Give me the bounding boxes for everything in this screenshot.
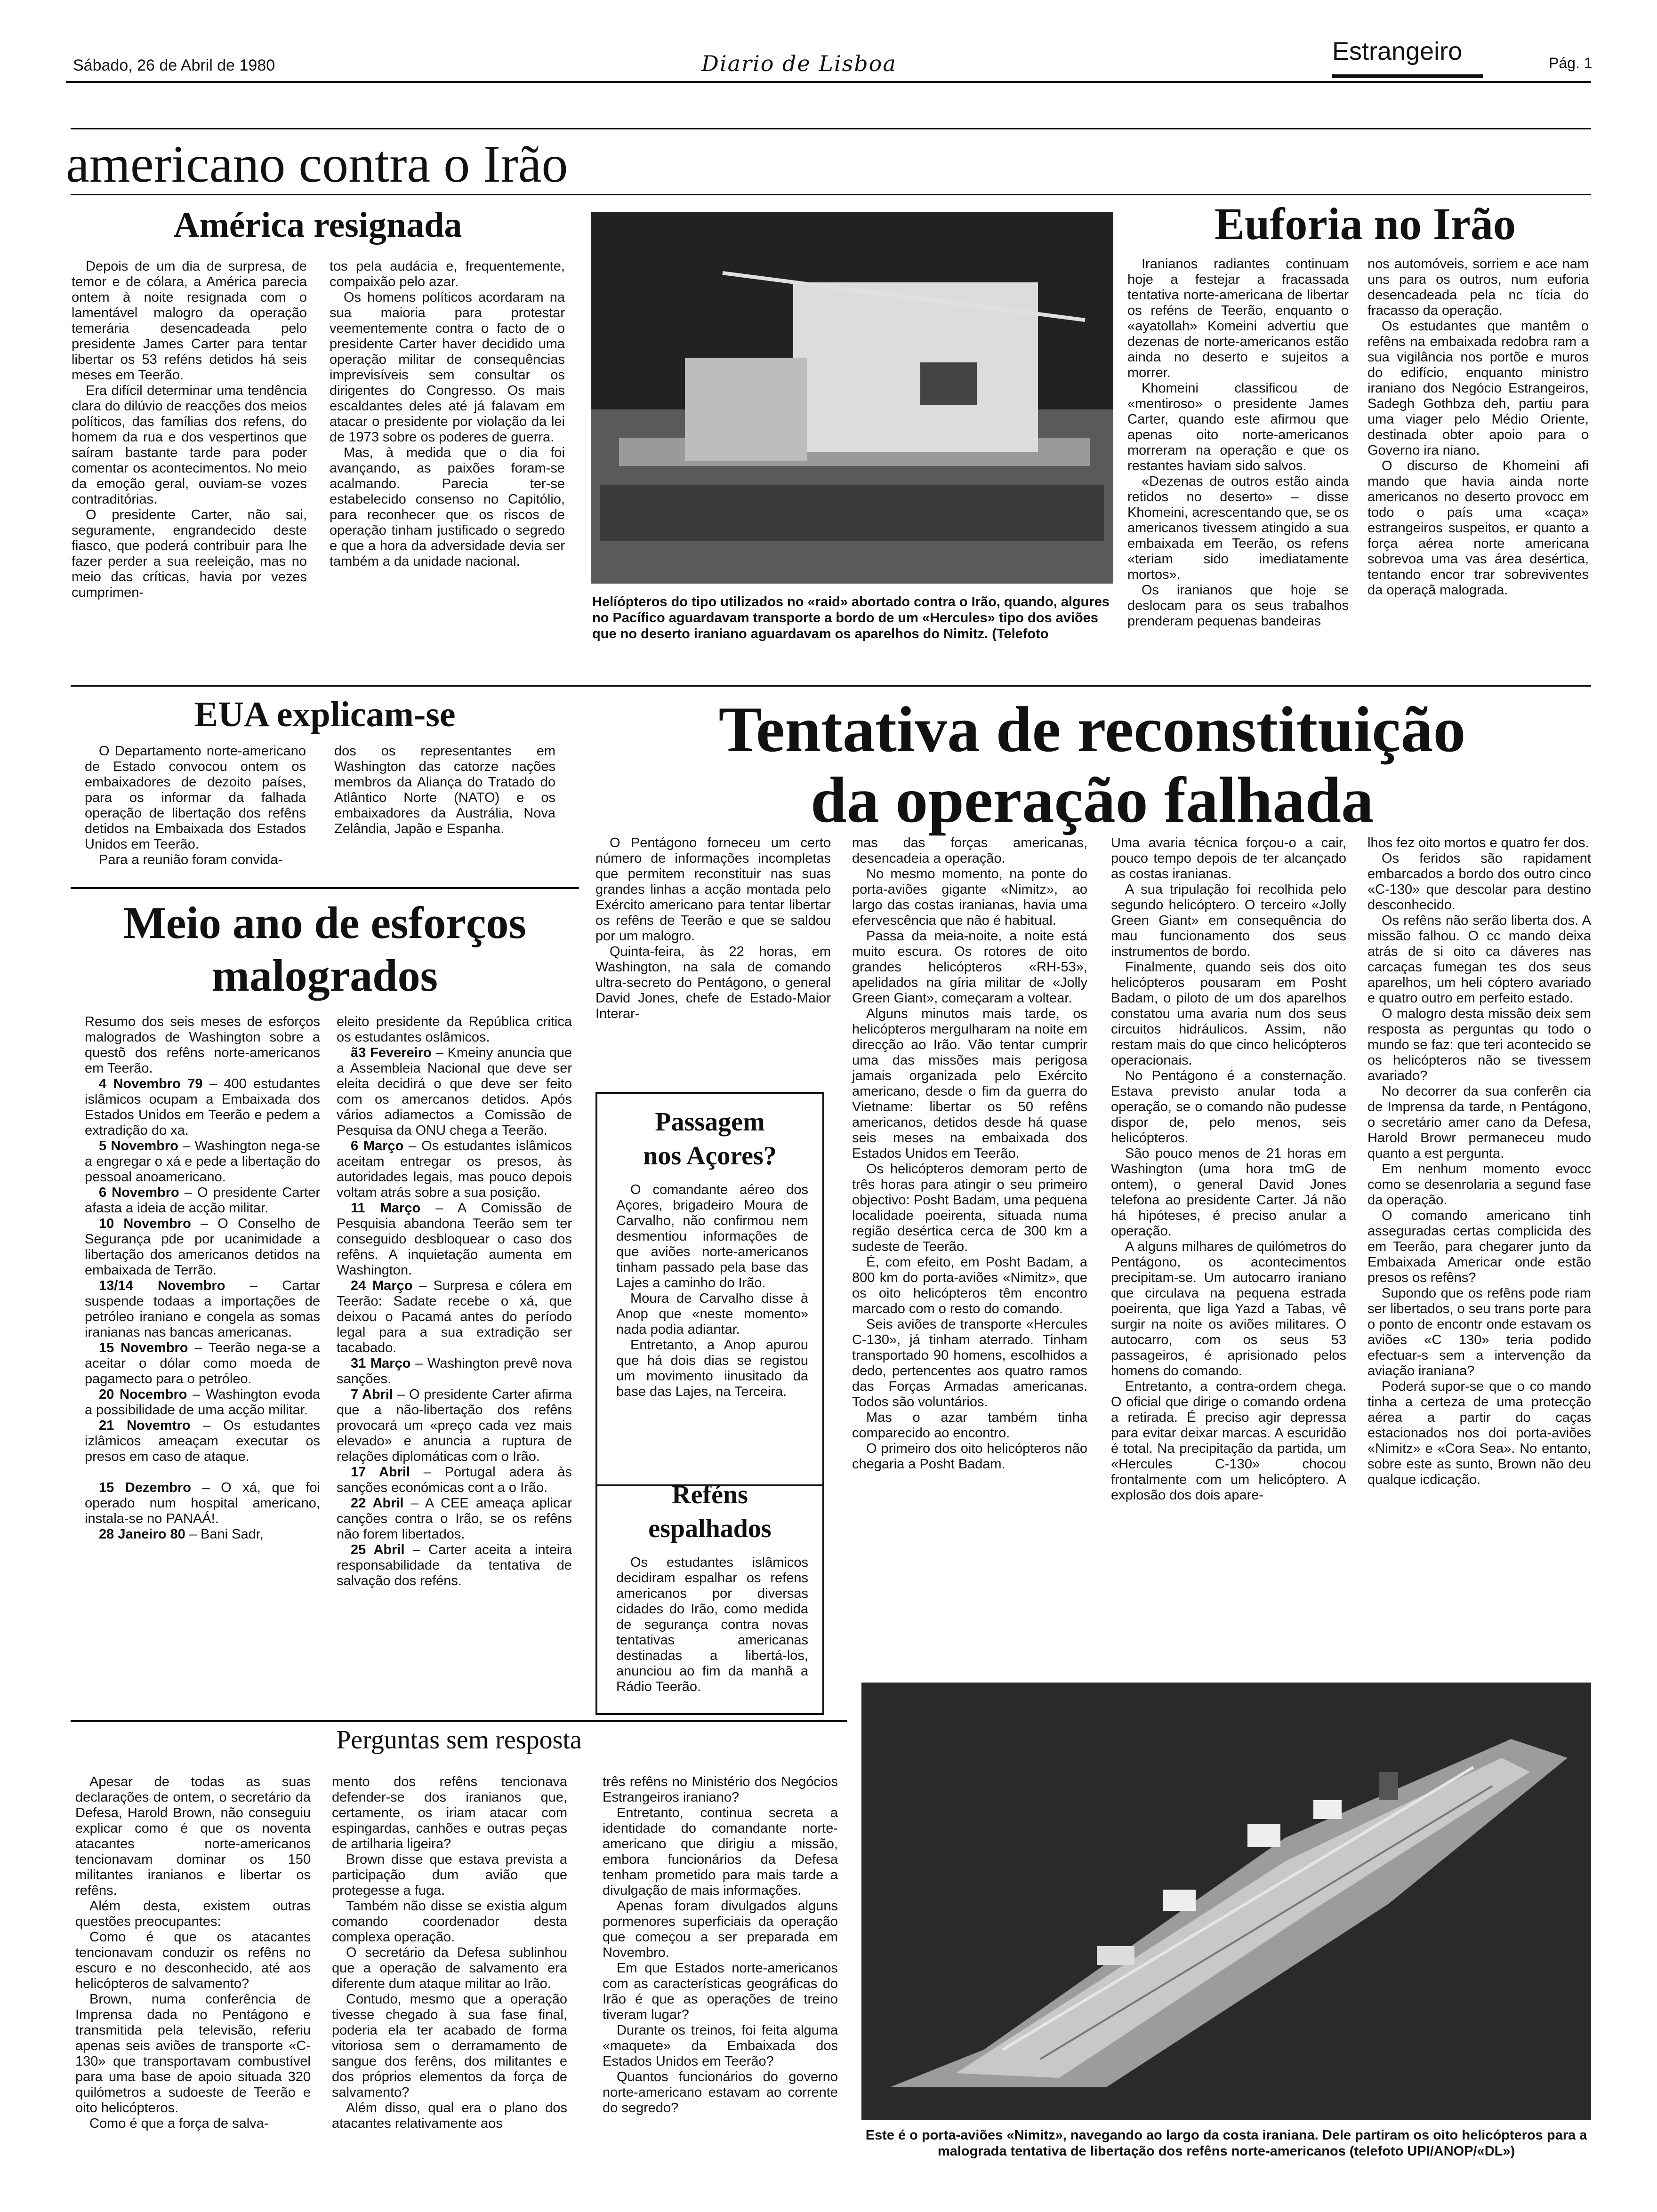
paragraph: No mesmo momento, na ponte do porta-aviões gigante «Nimitz», ao largo das costas iranianas, havia uma efervescência que não é habitual. — [852, 866, 1087, 928]
helicopter-photo-caption: Helíópteros do tipo utilizados no «raid» abortado contra o Irão, quando, algures no Pacífico aguardavam transporte a bordo de um «Hercules» tipo dos aviões que no deserto iraniano aguardavam os aparelhos do Nimitz. (Telefoto — [592, 594, 1110, 641]
meio-col-2 — [337, 1014, 572, 1589]
event-text: Resumo dos seis meses de esforços malogrados de Washington sobre a questõ dos refêns norte-americanos em Teerão. — [85, 1014, 320, 1076]
paragraph: Como é que os atacantes tencionavam conduzir os refêns no escuro e no desconhecido, até aos helicópteros de salvamento? — [75, 1930, 311, 1991]
tentativa-col-1 — [595, 835, 831, 1022]
paragraph: Quinta-feira, às 22 horas, em Washington, na sala de comando ultra-secreto do Pentágono, o general David Jones, chefe de Estado-Maior Interar- — [595, 944, 831, 1021]
paragraph: mento dos refêns tencionava defender-se dos iranianos que, certamente, os iriam atacar com espingardas, canhões e outras peças de artilharia ligeira? — [332, 1774, 567, 1851]
refens-title-line-2: espalhados — [648, 1514, 772, 1543]
acores-box — [595, 1092, 824, 1486]
event-text: – A CEE ameaça aplicar canções contra o Irão, se os refêns não forem libertados. — [337, 1496, 572, 1542]
acores-body — [616, 1182, 808, 1400]
paragraph: A alguns milhares de quilómetros do Pentágono, os acontecimentos precipitam-se. Um autocarro iraniano que circulava na pequena estrada poeirenta, que liga Yazd a Tabas, vê surgir na noite os aviões militares. O autocarro, com os seus 53 passageiros, é aprisionado pelos homens do comando. — [1111, 1239, 1346, 1378]
america-col-2 — [330, 259, 565, 569]
paragraph: O presidente Carter, não sai, seguramente, engrandecido deste fiasco, que poderá contribuir para lhe fazer perder a sua reeleição, mas no meio das críticas, havia por vezes cumprimen- — [72, 507, 307, 600]
event-text: – Cartar suspende todaas a importações de petróleo iraniano e congela as somas iranianas nas bancas americanas. — [85, 1278, 320, 1340]
paragraph: São pouco menos de 21 horas em Washington (uma hora tmG de ontem), o general David Jones telefona ao presidente Carter. Já não há hipóteses, é preciso anular a operação. — [1111, 1146, 1346, 1239]
date-label: 6 Novembro — [99, 1185, 179, 1200]
paragraph: nos automóveis, sorriem e ace nam uns para os outros, num euforia desencadeada pela nc tícia do fracasso da operação. — [1367, 256, 1589, 318]
event-text: – O presidente Carter afirma que a não-libertação dos refêns provocará um «preço cada vez mais elevado» e anuncia a ruptura de relações diplomáticas com o Irão. — [337, 1387, 572, 1464]
section-divider — [71, 685, 1591, 687]
event-text: – Portugal adera às sanções económicas cont a o Irão. — [337, 1465, 572, 1495]
paragraph: Entretanto, continua secreta a identidade do comandante norte-americano que dirigiu a missão, embora funcionários da Defesa tenham prometido para mais tarde a divulgação de mais informações. — [603, 1805, 838, 1898]
eua-title: EUA explicam-se — [194, 695, 456, 734]
event-text: – Washington nega-se a engregar o xá e pede a libertação do pessoal anoamericano. — [85, 1138, 320, 1185]
paragraph: Mas o azar também tinha comparecido ao encontro. — [852, 1410, 1087, 1441]
event-text: – 400 estudantes islâmicos ocupam a Embaixada dos Estados Unidos em Teerão e pedem a extradição do xa. — [85, 1076, 320, 1138]
acores-title-line-2: nos Açores? — [643, 1141, 777, 1170]
date-label: 10 Novembro — [99, 1216, 191, 1231]
paragraph: Passa da meia-noite, a noite está muito escura. Os rotores de oito grandes helicópteros «RH-53», apelidados na gíria militar de «Jolly Green Giant», começaram a voltear. — [852, 929, 1087, 1006]
paragraph: Os estudantes islâmicos decidiram espalhar os refens americanos por diversas cidades do Irão, como medida de segurança contra novas tentativas americanas destinadas a libertá-los, anunciou ao fim da manhã a Rádio Teerão. — [616, 1555, 808, 1694]
acores-title-line-1: Passagem — [655, 1107, 765, 1137]
date-label: 24 Março — [351, 1278, 413, 1293]
euforia-title: Euforia no Irão — [1214, 199, 1516, 249]
nimitz-photo-caption: Este é o porta-aviões «Nimitz», navegando ao largo da costa iraniana. Dele partiram os oito helicópteros para a malograda tentativa de libertação dos refêns norte-americanos (telefoto UPI/ANOP/«DL») — [865, 2128, 1587, 2159]
helicopter-photo — [591, 212, 1113, 584]
paragraph: A sua tripulação foi recolhida pelo segundo helicóptero. O terceiro «Jolly Green Giant» em consequência do mau funcionamento dos seus instrumentos de bordo. — [1111, 882, 1346, 959]
date-label: 21 Novemtro — [99, 1418, 191, 1433]
paragraph: O primeiro dos oito helicópteros não chegaria a Posht Badam. — [852, 1441, 1087, 1472]
refens-body — [616, 1555, 808, 1695]
date-label: 15 Dezembro — [99, 1480, 191, 1495]
event-text: – Surpresa e cólera em Teerão: Sadate recebe o xá, que deixou o Pacamá antes do período legal para a sua extradição ser tacabado. — [337, 1278, 572, 1355]
date-label: 7 Abril — [351, 1387, 394, 1402]
paragraph: Os estudantes que mantêm o refêns na embaixada redobra ram a sua vigilância nos portõe e muros do edifício, enquanto ministro iraniano dos Negócio Estrangeiros, Sadegh Gothbza deh, partiu para uma viager pelo Médio Oriente, destinada obter apoio para o Governo ira niano. — [1367, 319, 1589, 458]
event-text: – Bani Sadr, — [185, 1527, 264, 1542]
paragraph: Depois de um dia de surpresa, de temor e de cólara, a América parecia ontem à noite resignada com o lamentável malogro da operação temerária desencadeada pelo presidente James Carter para tentar libertar os 53 reféns detidos há seis meses em Teerão. — [72, 259, 307, 383]
paragraph: Os iranianos que hoje se deslocam para os seus trabalhos prenderam pequenas bandeiras — [1127, 583, 1349, 629]
event-text: – Carter aceita a inteira responsabilidade da tentativa de salvação dos reféns. — [337, 1542, 572, 1588]
paragraph: O comando americano tinh asseguradas certas complicida des em Teerão, para chegarer junto da Embaixada Americar onde estão presos os refêns? — [1367, 1208, 1591, 1285]
paragraph: Finalmente, quando seis dos oito helicópteros pousaram em Posht Badam, o piloto de um dos aparelhos constatou uma avaria num dos seus circuitos hidráulicos. Assim, não restam mais do que cinco helicópteros operacionais. — [1111, 960, 1346, 1068]
paragraph: Em que Estados norte-americanos com as características geográficas do Irão é que as operações de treino tiveram lugar? — [603, 1961, 838, 2022]
paragraph: Também não disse se existia algum comando coordenador desta complexa operação. — [332, 1899, 567, 1945]
event-text: – Kmeiny anuncia que a Assembleia Nacional que deve ser eleita decidirá o que deve ser feito com os amercanos detidos. Após vários adiamectos a Comissão de Pesquisa da ONU chega a Teerão. — [337, 1045, 572, 1138]
paragraph: lhos fez oito mortos e quatro fer dos. — [1367, 835, 1589, 850]
paragraph: Khomeini classificou de «mentiroso» o presidente James Carter, quando este afirmou que apenas oito norte-americanos morreram na operação e que os restantes haviam sido salvos. — [1127, 381, 1349, 473]
paragraph: Alguns minutos mais tarde, os helicópteros mergulharam na noite em direcção ao Irão. Vão tentar cumprir uma das missões mais perigosa jamais organizada pelo Exército americano, desde o fim da guerra do Vietname: libertar os 50 refêns americanos, detidos desde há quase seis meses na embaixada dos Estados Unidos em Teerão. — [852, 1006, 1087, 1161]
event-text: – A Comissão de Pesquisia abandona Teerão sem ter conseguido desbloquear o caso dos refêns. A inquietação aumenta em Washington. — [337, 1201, 572, 1278]
paragraph: Durante os treinos, foi feita alguma «maquete» da Embaixada dos Estados Unidos em Teerão? — [603, 2023, 838, 2069]
kicker-headline: americano contra o Irão — [66, 135, 568, 193]
header-date: Sábado, 26 de Abril de 1980 — [73, 56, 275, 74]
paragraph: Apenas foram divulgados alguns pormenores superficiais da operação que começou a ser preparada em Novembro. — [603, 1899, 838, 1960]
meio-title: Meio ano de esforços malogrados — [123, 898, 526, 1001]
date-label: ã3 Fevereiro — [351, 1045, 432, 1060]
perguntas-rule — [71, 1720, 847, 1722]
event-text: – Washington prevê nova sanções. — [337, 1356, 572, 1387]
euforia-col-1 — [1127, 256, 1349, 629]
paragraph: Além disso, qual era o plano dos atacantes relativamente aos — [332, 2100, 567, 2131]
refens-box — [595, 1464, 824, 1715]
date-label: 31 Março — [351, 1356, 411, 1371]
paragraph: Entretanto, a Anop apurou que há dois dias se registou um movimento iinusitado da base das Lajes, na Terceira. — [616, 1338, 808, 1399]
paragraph: tos pela audácia e, frequentemente, compaixão pelo azar. — [330, 259, 565, 289]
tentativa-title-line-2: da operação falhada — [810, 764, 1374, 836]
date-label: 28 Janeiro 80 — [99, 1527, 185, 1542]
paragraph: Poderá supor-se que o co mando tinha a certeza de uma protecção aérea a partir do caças estacionados nos doi porta-aviões «Nimitz» e «Cora Sea». No entanto, sobre este as sunto, Brown não deu qualque icdicação. — [1367, 1379, 1591, 1487]
paragraph: O Departamento norte-americano de Estado convocou ontem os embaixadores de dezoito países, para os informar da falhada operação de libertação dos refêns detidos na Embaixada dos Estados Unidos em Teerão. — [85, 744, 306, 852]
date-label: 20 Nocembro — [99, 1387, 187, 1402]
paragraph: «Dezenas de outros estão ainda retidos no deserto» – disse Khomeini, acrescentando que, se os americanos tivessem atingido a sua embaixada em Teerão, os refens «teriam sido imediatamente mortos». — [1127, 474, 1349, 582]
paragraph: Seis aviões de transporte «Hercules C-130», já tinham aterrado. Tinham transportado 90 homens, escolhidos a dedo, pertencentes aos quatro ramos das Forças Armadas americanas. Todos são voluntários. — [852, 1317, 1087, 1410]
paragraph: Quantos funcionários do governo norte-americano estavam ao corrente do segredo? — [603, 2069, 838, 2116]
perguntas-col-3 — [603, 1774, 838, 2116]
paragraph: Para a reunião foram convida- — [99, 852, 283, 867]
acores-title — [597, 1105, 822, 1173]
date-label: 13/14 Novembro — [99, 1278, 225, 1293]
paragraph: O Pentágono forneceu um certo número de informações incompletas que permitem reconstituir nas suas grandes linhas a acção montada pelo Exército americano para tentar libertar os refêns de Teerão e que se saldou por um malogro. — [595, 835, 831, 944]
paragraph: Supondo que os refêns pode riam ser libertados, o seu trans porte para o ponto de encontr onde estavam os aviões «C 130» teria podido efectuar-s sem a intervenção da aviação iraniana? — [1367, 1286, 1591, 1378]
page-number: Pág. 1 — [1549, 55, 1593, 72]
paragraph: Brown disse que estava prevista a participação dum avião que protegesse a fuga. — [332, 1852, 567, 1898]
refens-title — [597, 1478, 822, 1546]
date-label: 11 Março — [351, 1201, 421, 1216]
perguntas-title: Perguntas sem resposta — [336, 1725, 582, 1755]
paragraph: Uma avaria técnica forçou-o a cair, pouco tempo depois de ter alcançado as costas iranianas. — [1111, 835, 1346, 882]
paragraph: Moura de Carvalho disse à Anop que «neste momento» nada podia adiantar. — [616, 1291, 808, 1337]
paragraph: Como é que a força de salva- — [89, 2116, 269, 2131]
paragraph: Além desta, existem outras questões preocupantes: — [75, 1899, 311, 1929]
date-label: 22 Abril — [351, 1496, 404, 1511]
paragraph: Entretanto, a contra-ordem chega. O oficial que dirige o comando ordena a retirada. É preciso agir depressa para evitar deixar marcas. A escuridão é total. Na precipitação da partida, um «Hercules C-130» chocou frontalmente com um helicóptero. A explosão dos dois apare- — [1111, 1379, 1346, 1503]
paragraph: É, com efeito, em Posht Badam, a 800 km do porta-aviões «Nimitz», que os oito helicópteros têm encontro marcado com o resto do comando. — [852, 1255, 1087, 1316]
event-text: – O xá, que foi operado num hospital americano, instala-se no PANAÁ!. — [85, 1480, 320, 1526]
section-name: Estrangeiro — [1332, 37, 1463, 65]
paragraph: Os homens políticos acordaram na sua maioria para protestar veementemente contra o facto de o presidente Carter haver decidido uma operação militar de consequências imprevisíveis sem consultar os dirigentes do Congresso. Os mais escaldantes deles até já falavam em atacar o presidente por violação da lei de 1973 sobre os poderes de guerra. — [330, 290, 565, 445]
date-label: 15 Novembro — [99, 1340, 188, 1355]
paragraph: No decorrer da sua conferên cia de Imprensa da tarde, n Pentágono, o secretário amer cano da Defesa, Harold Browr permaneceu mudo quanto a est pergunta. — [1367, 1084, 1591, 1161]
paragraph: Os refêns não serão liberta dos. A missão falhou. O cc mando deixa atrás de si oito ca dáveres nas carcaças fumegan tes dos seus aparelhos, um heli cóptero avariado e quatro outro em perfeito estado. — [1367, 913, 1591, 1006]
paragraph: Contudo, mesmo que a operação tivesse chegado à sua fase final, poderia ela ter acabado de forma vitoriosa sem o derramamento de sangue dos ferêns, dos militantes e dos próprios elementos da força de salvamento? — [332, 1992, 567, 2100]
date-label: 17 Abril — [351, 1465, 410, 1480]
event-text: – O Conselho de Segurança pde por ucanimidade a libertação dos americanos detidos na embaixada de Terrão. — [85, 1216, 320, 1278]
paragraph: No Pentágono é a consternação. Estava previsto anular toda a operação, se o comando não pudesse dispor de, pelo menos, seis helicópteros. — [1111, 1068, 1346, 1146]
paragraph: mas das forças americanas, desencadeia a operação. — [852, 835, 1087, 866]
event-text: – Teerão nega-se a aceitar o dólar como moeda de pagamecto para o petróleo. — [85, 1340, 320, 1387]
paragraph: Os feridos são rapidament embarcados a bordo dos outro cinco «C-130» que descolar para destino desconhecido. — [1367, 851, 1591, 913]
paragraph: três refêns no Ministério dos Negócios Estrangeiros iraniano? — [603, 1774, 838, 1805]
date-label: 25 Abril — [351, 1542, 405, 1557]
date-label: 5 Novembro — [99, 1138, 178, 1154]
paragraph: O secretário da Defesa sublinhou que a operação de salvamento era diferente dum ataque militar ao Irão. — [332, 1945, 567, 1991]
tentativa-col-2 — [852, 835, 1087, 1472]
paragraph: Era difícil determinar uma tendência clara do dilúvio de reacções dos meios políticos, das famílias dos refens, do homem da rua e dos vespertinos que saíram bastante tarde para poder comentar os acontecimentos. No meio da emoção geral, ouviam-se vozes contraditórias. — [72, 383, 307, 507]
event-text: – O presidente Carter afasta a ideia de acção militar. — [85, 1185, 320, 1216]
date-label: 6 Março — [351, 1138, 404, 1154]
kicker-rule-top — [71, 128, 1591, 129]
kicker-rule-bottom — [71, 194, 1591, 195]
meio-col-1 — [85, 1014, 320, 1542]
paragraph: Os helicópteros demoram perto de três horas para atingir o seu primeiro objectivo: Posht Badam, uma pequena localidade poeirenta, situada numa região desértica cerca de 300 km a sudeste de Teerão. — [852, 1162, 1087, 1254]
paragraph: Mas, à medida que o dia foi avançando, as paixões foram-se acalmando. Parecia ter-se estabelecido consenso no Capitólio, para reconhecer que os riscos de operação tinham justificado o segredo e que a hora da adversidade devia ser também a da unidade nacional. — [330, 445, 565, 569]
paragraph: dos os representantes em Washington das catorze nações membros da Aliança do Tratado do Atlântico Norte (NATO) e os embaixadores da Austrália, Nova Zelândia, Japão e Espanha. — [334, 744, 555, 836]
nimitz-photo-image — [861, 1683, 1591, 2120]
eua-rule — [71, 887, 579, 889]
perguntas-col-2 — [332, 1774, 567, 2132]
event-text: – Os estudantes islâmicos aceitam entregar os presos, às autoridades legais, mas pouco depois voltam atrás sobre a sua posição. — [337, 1138, 572, 1200]
paragraph: O comandante aéreo dos Açores, brigadeiro Moura de Carvalho, não confirmou nem desmentiou informações de que aviões norte-americanos tinham passado pela base das Lajes a caminho do Irão. — [616, 1182, 808, 1290]
tentativa-title — [593, 694, 1591, 835]
paragraph: Iranianos radiantes continuam hoje a festejar a fracassada tentativa norte-americana de libertar os reféns de Teerão, enquanto o «ayatollah» Komeini advertiu que dezenas de norte-americanos estão ainda no deserto e sujeitos a morrer. — [1127, 256, 1349, 380]
paragraph: Brown, numa conferência de Imprensa dada no Pentágono e transmitida pela televisão, referiu apenas seis aviões de transporte «C-130» que transportavam combustível para uma base de apoio situada 320 quilómetros a sudoeste de Teerão e oito helicópteros. — [75, 1992, 311, 2116]
header-rule — [66, 81, 1591, 83]
paragraph: O malogro desta missão deix sem resposta as perguntas qu todo o mundo se faz: que teri acontecido se os helicópteros não se tivessem avariado? — [1367, 1006, 1591, 1083]
date-label: 4 Novembro 79 — [99, 1076, 203, 1091]
section-underline — [1332, 74, 1483, 78]
america-title: América resignada — [173, 205, 462, 245]
euforia-col-2 — [1367, 256, 1589, 598]
refens-title-line-1: Reféns — [672, 1480, 748, 1509]
event-text: eleito presidente da República critica os estudantes oslâmicos. — [337, 1014, 572, 1045]
event-text: – Washington evoda a possibilidade de uma acção militar. — [85, 1387, 320, 1418]
tentativa-col-4 — [1367, 835, 1591, 1488]
event-text: – Os estudantes izlâmicos ameaçam executar os presos em caso de ataque. — [85, 1418, 321, 1464]
helicopter-photo-image — [591, 212, 1113, 584]
paragraph: Em nenhum momento evocc como se desenrolaria a segund fase da operação. — [1367, 1162, 1591, 1208]
perguntas-col-1 — [75, 1774, 311, 2132]
eua-col-2 — [334, 744, 555, 837]
nimitz-photo — [861, 1683, 1591, 2120]
eua-col-1 — [85, 744, 306, 868]
tentativa-title-line-1: Tentativa de reconstituição — [718, 693, 1466, 765]
america-col-1 — [72, 259, 307, 601]
tentativa-col-3 — [1111, 835, 1346, 1503]
masthead: Diario de Lisboa — [701, 51, 897, 76]
paragraph: O discurso de Khomeini afi mando que havia ainda norte americanos no deserto provocc em todo o país uma «caça» estrangeiros suspeitos, er quanto a força aérea norte americana sobrevoa uma vas área desértica, tentando encor trar sobreviventes da operaçã malograda. — [1367, 458, 1589, 598]
paragraph: Apesar de todas as suas declarações de ontem, o secretário da Defesa, Harold Brown, não conseguiu explicar como é que os noventa atacantes norte-americanos tencionavam dominar os 150 militantes iranianos e libertar os refêns. — [75, 1774, 311, 1898]
